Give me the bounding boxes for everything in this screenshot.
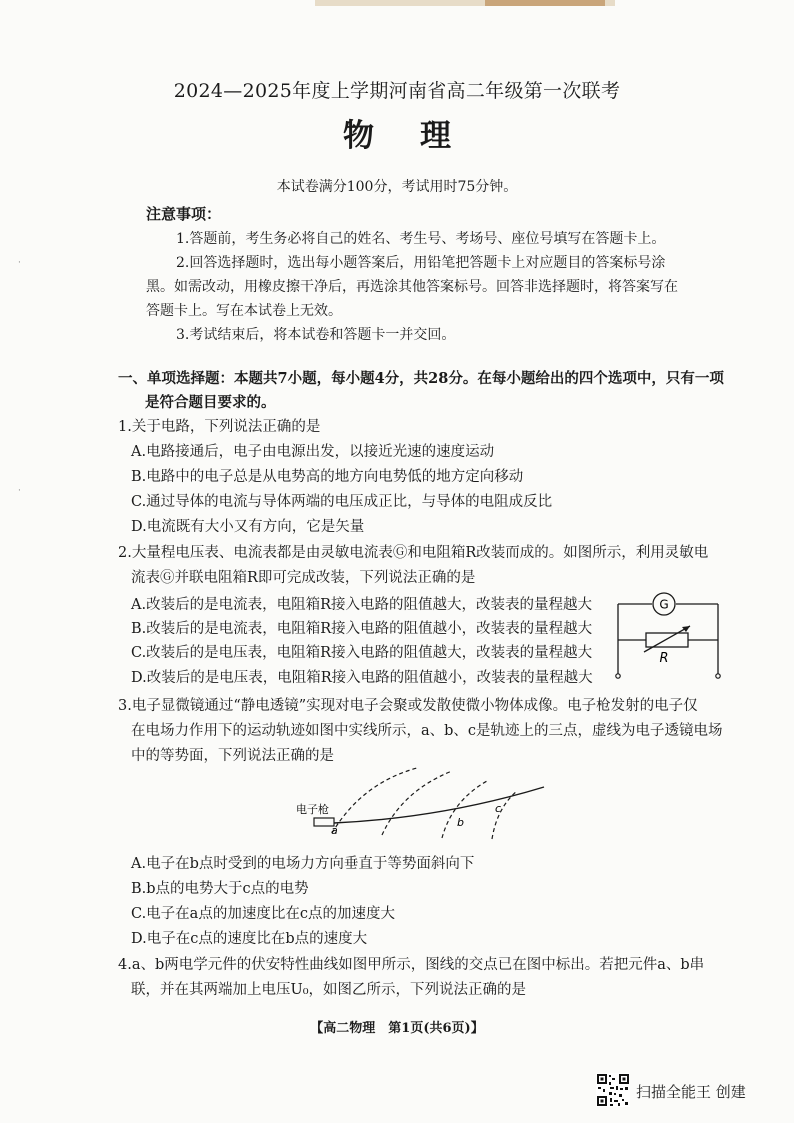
question-2-option-d: D.改装后的是电压表，电阻箱R接入电路的阻值越小，改装表的量程越大 — [131, 670, 593, 686]
question-1-option-a: A.电路接通后，电子由电源出发，以接近光速的速度运动 — [131, 444, 495, 460]
equipotential-line — [332, 768, 417, 833]
score-line: 本试卷满分100分，考试用时75分钟。 — [276, 179, 518, 195]
notice-heading: 注意事项： — [146, 205, 222, 223]
question-2-stem: 2.大量程电压表、电流表都是由灵敏电流表Ⓖ和电阻箱R改装而成的。如图所示，利用灵敏电 — [118, 545, 709, 561]
electron-lens-figure — [292, 763, 552, 843]
question-1-option-c: C.通过导体的电流与导体两端的电压成正比，与导体的电阻成反比 — [131, 494, 553, 510]
notice-line: 黑。如需改动，用橡皮擦干净后，再选涂其他答案标号。回答非选择题时，将答案写在 — [146, 279, 678, 295]
point-a-label: a — [331, 824, 338, 837]
point-c-label: c — [495, 802, 502, 815]
question-1-option-d: D.电流既有大小又有方向，它是矢量 — [131, 519, 365, 535]
notice-line: 答题卡上。写在本试卷上无效。 — [146, 303, 342, 319]
question-3-option-d: D.电子在c点的速度比在b点的速度大 — [131, 931, 368, 947]
subject-title: 物理 — [343, 118, 497, 154]
question-1-stem: 1.关于电路，下列说法正确的是 — [118, 419, 321, 435]
electron-trajectory — [334, 787, 544, 823]
top-edge-band — [315, 0, 615, 6]
resistor-label: R — [659, 651, 669, 666]
equipotential-line — [382, 771, 452, 835]
exam-title: 2024—2025年度上学期河南省高二年级第一次联考 — [173, 80, 621, 102]
notice-line: 3.考试结束后，将本试卷和答题卡一并交回。 — [176, 327, 456, 343]
question-3-stem-cont: 在电场力作用下的运动轨迹如图中实线所示，a、b、c是轨迹上的三点，虚线为电子透镜电场 — [131, 723, 723, 739]
notice-line: 1.答题前，考生务必将自己的姓名、考生号、考场号、座位号填写在答题卡上。 — [176, 231, 666, 247]
section-heading: 一、单项选择题：本题共7小题，每小题4分，共28分。在每小题给出的四个选项中，只有一项 — [118, 370, 724, 387]
point-b-label: b — [457, 816, 464, 829]
question-2-option-c: C.改装后的是电压表，电阻箱R接入电路的阻值越大，改装表的量程越大 — [131, 645, 593, 661]
question-3-stem-cont2: 中的等势面，下列说法正确的是 — [131, 748, 334, 764]
margin-mark: · — [18, 486, 21, 496]
question-4-stem-cont: 联，并在其两端加上电压U₀，如图乙所示，下列说法正确的是 — [131, 982, 527, 998]
question-3-option-b: B.b点的电势大于c点的电势 — [131, 881, 309, 897]
qr-code-icon — [596, 1073, 630, 1107]
question-3-option-a: A.电子在b点时受到的电场力方向垂直于等势面斜向下 — [131, 856, 475, 872]
question-4-stem: 4.a、b两电学元件的伏安特性曲线如图甲所示，图线的交点已在图中标出。若把元件a、b串 — [118, 957, 705, 973]
galvanometer-circuit-figure — [604, 590, 734, 686]
electron-gun-label: 电子枪 — [296, 803, 329, 816]
question-2-option-a: A.改装后的是电流表，电阻箱R接入电路的阻值越大，改装表的量程越大 — [131, 597, 592, 613]
question-2-stem-cont: 流表Ⓖ并联电阻箱R即可完成改装，下列说法正确的是 — [131, 570, 476, 586]
notice-line: 2.回答选择题时，选出每小题答案后，用铅笔把答题卡上对应题目的答案标号涂 — [176, 255, 666, 271]
margin-mark: · — [18, 258, 21, 268]
question-2-option-b: B.改装后的是电流表，电阻箱R接入电路的阻值越小，改装表的量程越大 — [131, 621, 593, 637]
page-footer: 【高二物理 第1页(共6页)】 — [310, 1021, 484, 1036]
question-1-option-b: B.电路中的电子总是从电势高的地方向电势低的地方定向移动 — [131, 469, 524, 485]
section-heading-cont: 是符合题目要求的。 — [145, 394, 276, 411]
question-3-stem: 3.电子显微镜通过“静电透镜”实现对电子会聚或发散使微小物体成像。电子枪发射的电子仅 — [118, 698, 698, 714]
question-3-option-c: C.电子在a点的加速度比在c点的加速度大 — [131, 906, 395, 922]
scanner-watermark-label: 扫描全能王 创建 — [636, 1083, 746, 1101]
galvanometer-label: G — [659, 597, 669, 612]
